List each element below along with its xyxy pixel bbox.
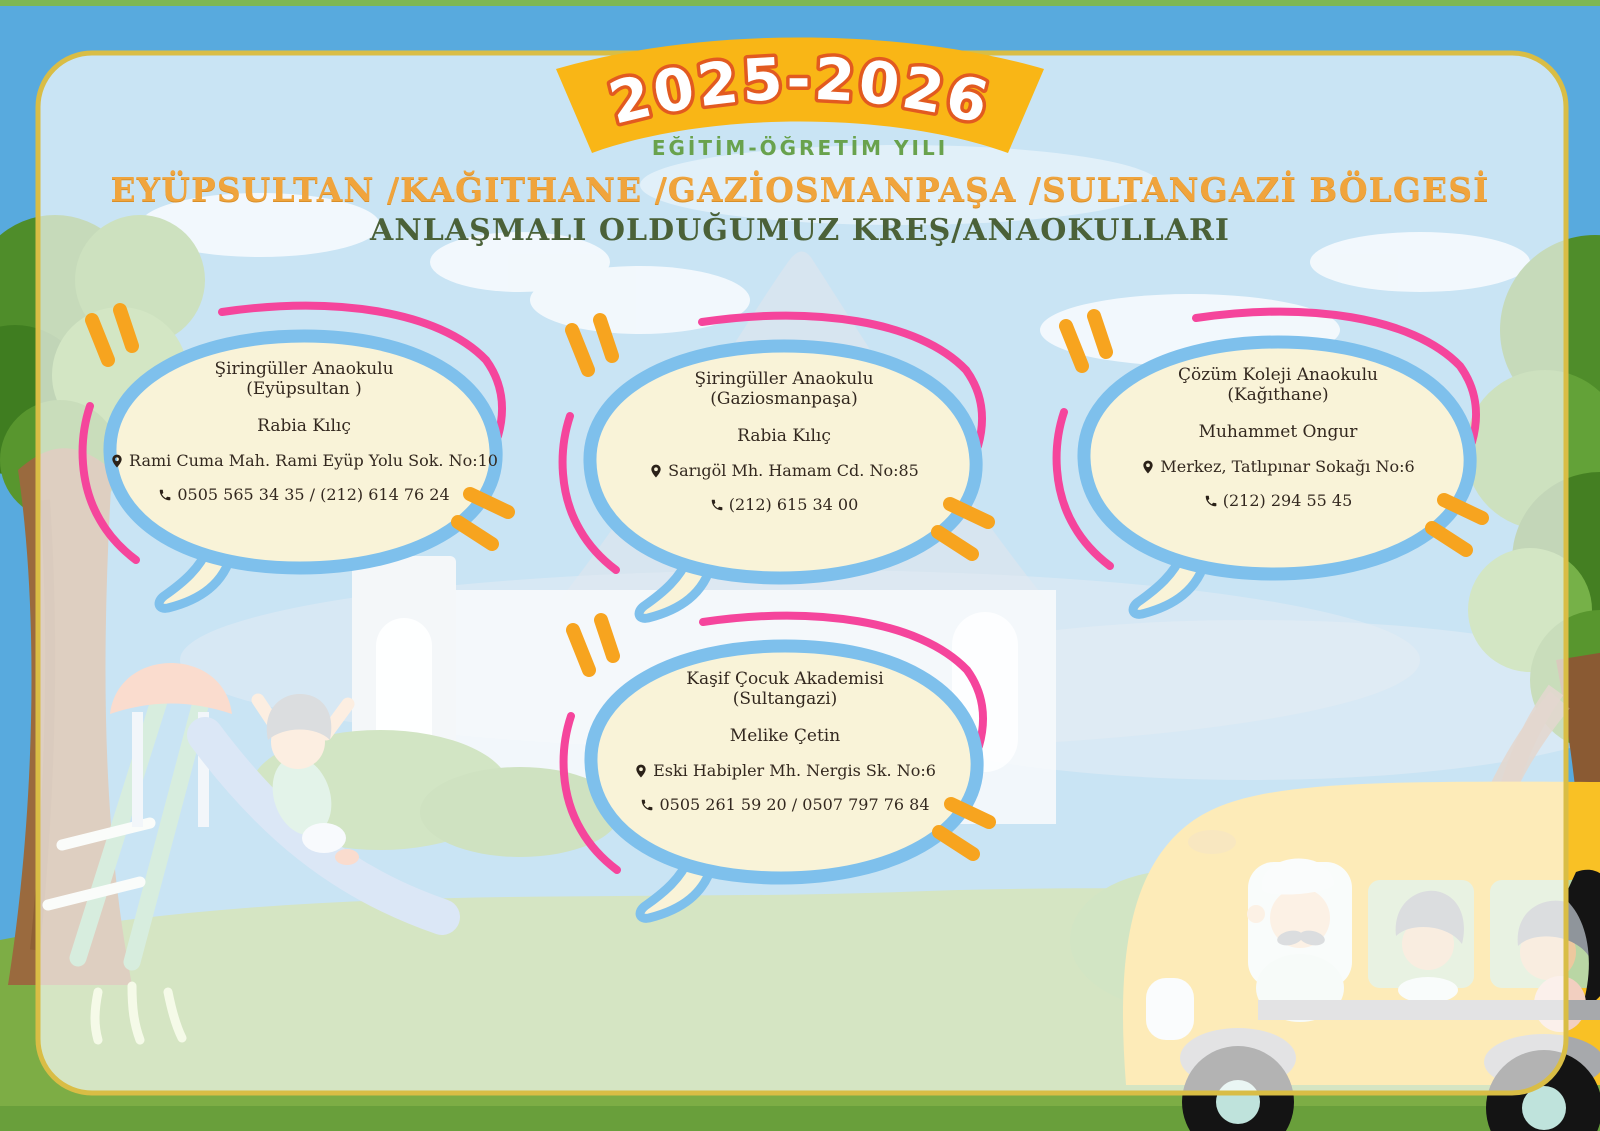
school-card-sultangazi bbox=[553, 612, 1013, 912]
accent-dashes-top-left bbox=[573, 620, 613, 670]
school-phone-text: 0505 565 34 35 / (212) 614 76 24 bbox=[177, 485, 450, 505]
school-card-gaziosmanpasa bbox=[552, 312, 1012, 612]
phone-icon bbox=[640, 798, 654, 812]
school-card-eyupsultan bbox=[72, 302, 532, 602]
phone-icon bbox=[158, 488, 172, 502]
accent-dashes-top-left bbox=[1066, 316, 1106, 366]
school-district: (Sultangazi) bbox=[732, 688, 838, 709]
bottom-edge-strip bbox=[0, 1106, 1600, 1131]
region-heading: EYÜPSULTAN /KAĞITHANE /GAZİOSMANPAŞA /SULTANGAZİ BÖLGESİ bbox=[110, 170, 1490, 209]
school-address bbox=[594, 461, 974, 480]
school-address bbox=[1088, 457, 1468, 476]
school-contact-person: Muhammet Ongur bbox=[1198, 422, 1358, 443]
school-card-kagithane bbox=[1046, 308, 1506, 608]
school-district: (Gaziosmanpaşa) bbox=[710, 388, 858, 409]
school-phone bbox=[595, 795, 975, 814]
banner-year-text: 2025-2026 bbox=[602, 44, 998, 138]
location-pin-icon bbox=[634, 763, 648, 779]
banner-year bbox=[602, 45, 997, 138]
location-pin-icon bbox=[110, 453, 124, 469]
school-name: Şiringüller Anaokulu bbox=[214, 359, 394, 379]
school-card-text bbox=[594, 370, 974, 514]
accent-dashes-top-left bbox=[92, 310, 132, 360]
school-card-text bbox=[114, 359, 498, 505]
title-heading: ANLAŞMALI OLDUĞUMUZ KREŞ/ANAOKULLARI bbox=[370, 213, 1230, 248]
location-pin-icon bbox=[1141, 459, 1155, 475]
phone-icon bbox=[1204, 494, 1218, 508]
accent-dashes-top-left bbox=[572, 320, 612, 370]
school-card-text bbox=[1088, 366, 1468, 510]
school-district: (Kağıthane) bbox=[1227, 384, 1329, 405]
school-name: Kaşif Çocuk Akademisi bbox=[686, 669, 884, 689]
school-card-text bbox=[595, 670, 975, 814]
school-contact-person: Melike Çetin bbox=[729, 726, 841, 747]
school-name: Şiringüller Anaokulu bbox=[694, 369, 874, 389]
top-edge-strip bbox=[0, 0, 1600, 6]
school-contact-person: Rabia Kılıç bbox=[257, 416, 351, 437]
school-phone-text: (212) 294 55 45 bbox=[1222, 491, 1353, 511]
school-address-text: Rami Cuma Mah. Rami Eyüp Yolu Sok. No:10 bbox=[129, 451, 498, 471]
school-contact-person: Rabia Kılıç bbox=[737, 426, 831, 447]
school-phone bbox=[1088, 491, 1468, 510]
school-address-text: Merkez, Tatlıpınar Sokağı No:6 bbox=[1160, 457, 1415, 477]
location-pin-icon bbox=[649, 463, 663, 479]
school-name: Çözüm Koleji Anaokulu bbox=[1178, 365, 1378, 385]
school-phone-text: 0505 261 59 20 / 0507 797 76 84 bbox=[659, 795, 930, 815]
school-address bbox=[114, 451, 498, 471]
banner-subtitle: EĞİTİM-ÖĞRETİM YILI bbox=[651, 136, 949, 160]
school-phone bbox=[114, 485, 494, 504]
school-district: (Eyüpsultan ) bbox=[246, 378, 362, 399]
school-address bbox=[595, 761, 975, 780]
school-address-text: Eski Habipler Mh. Nergis Sk. No:6 bbox=[653, 761, 936, 781]
school-address-text: Sarıgöl Mh. Hamam Cd. No:85 bbox=[668, 461, 919, 481]
school-phone bbox=[594, 495, 974, 514]
phone-icon bbox=[710, 498, 724, 512]
school-phone-text: (212) 615 34 00 bbox=[728, 495, 859, 515]
